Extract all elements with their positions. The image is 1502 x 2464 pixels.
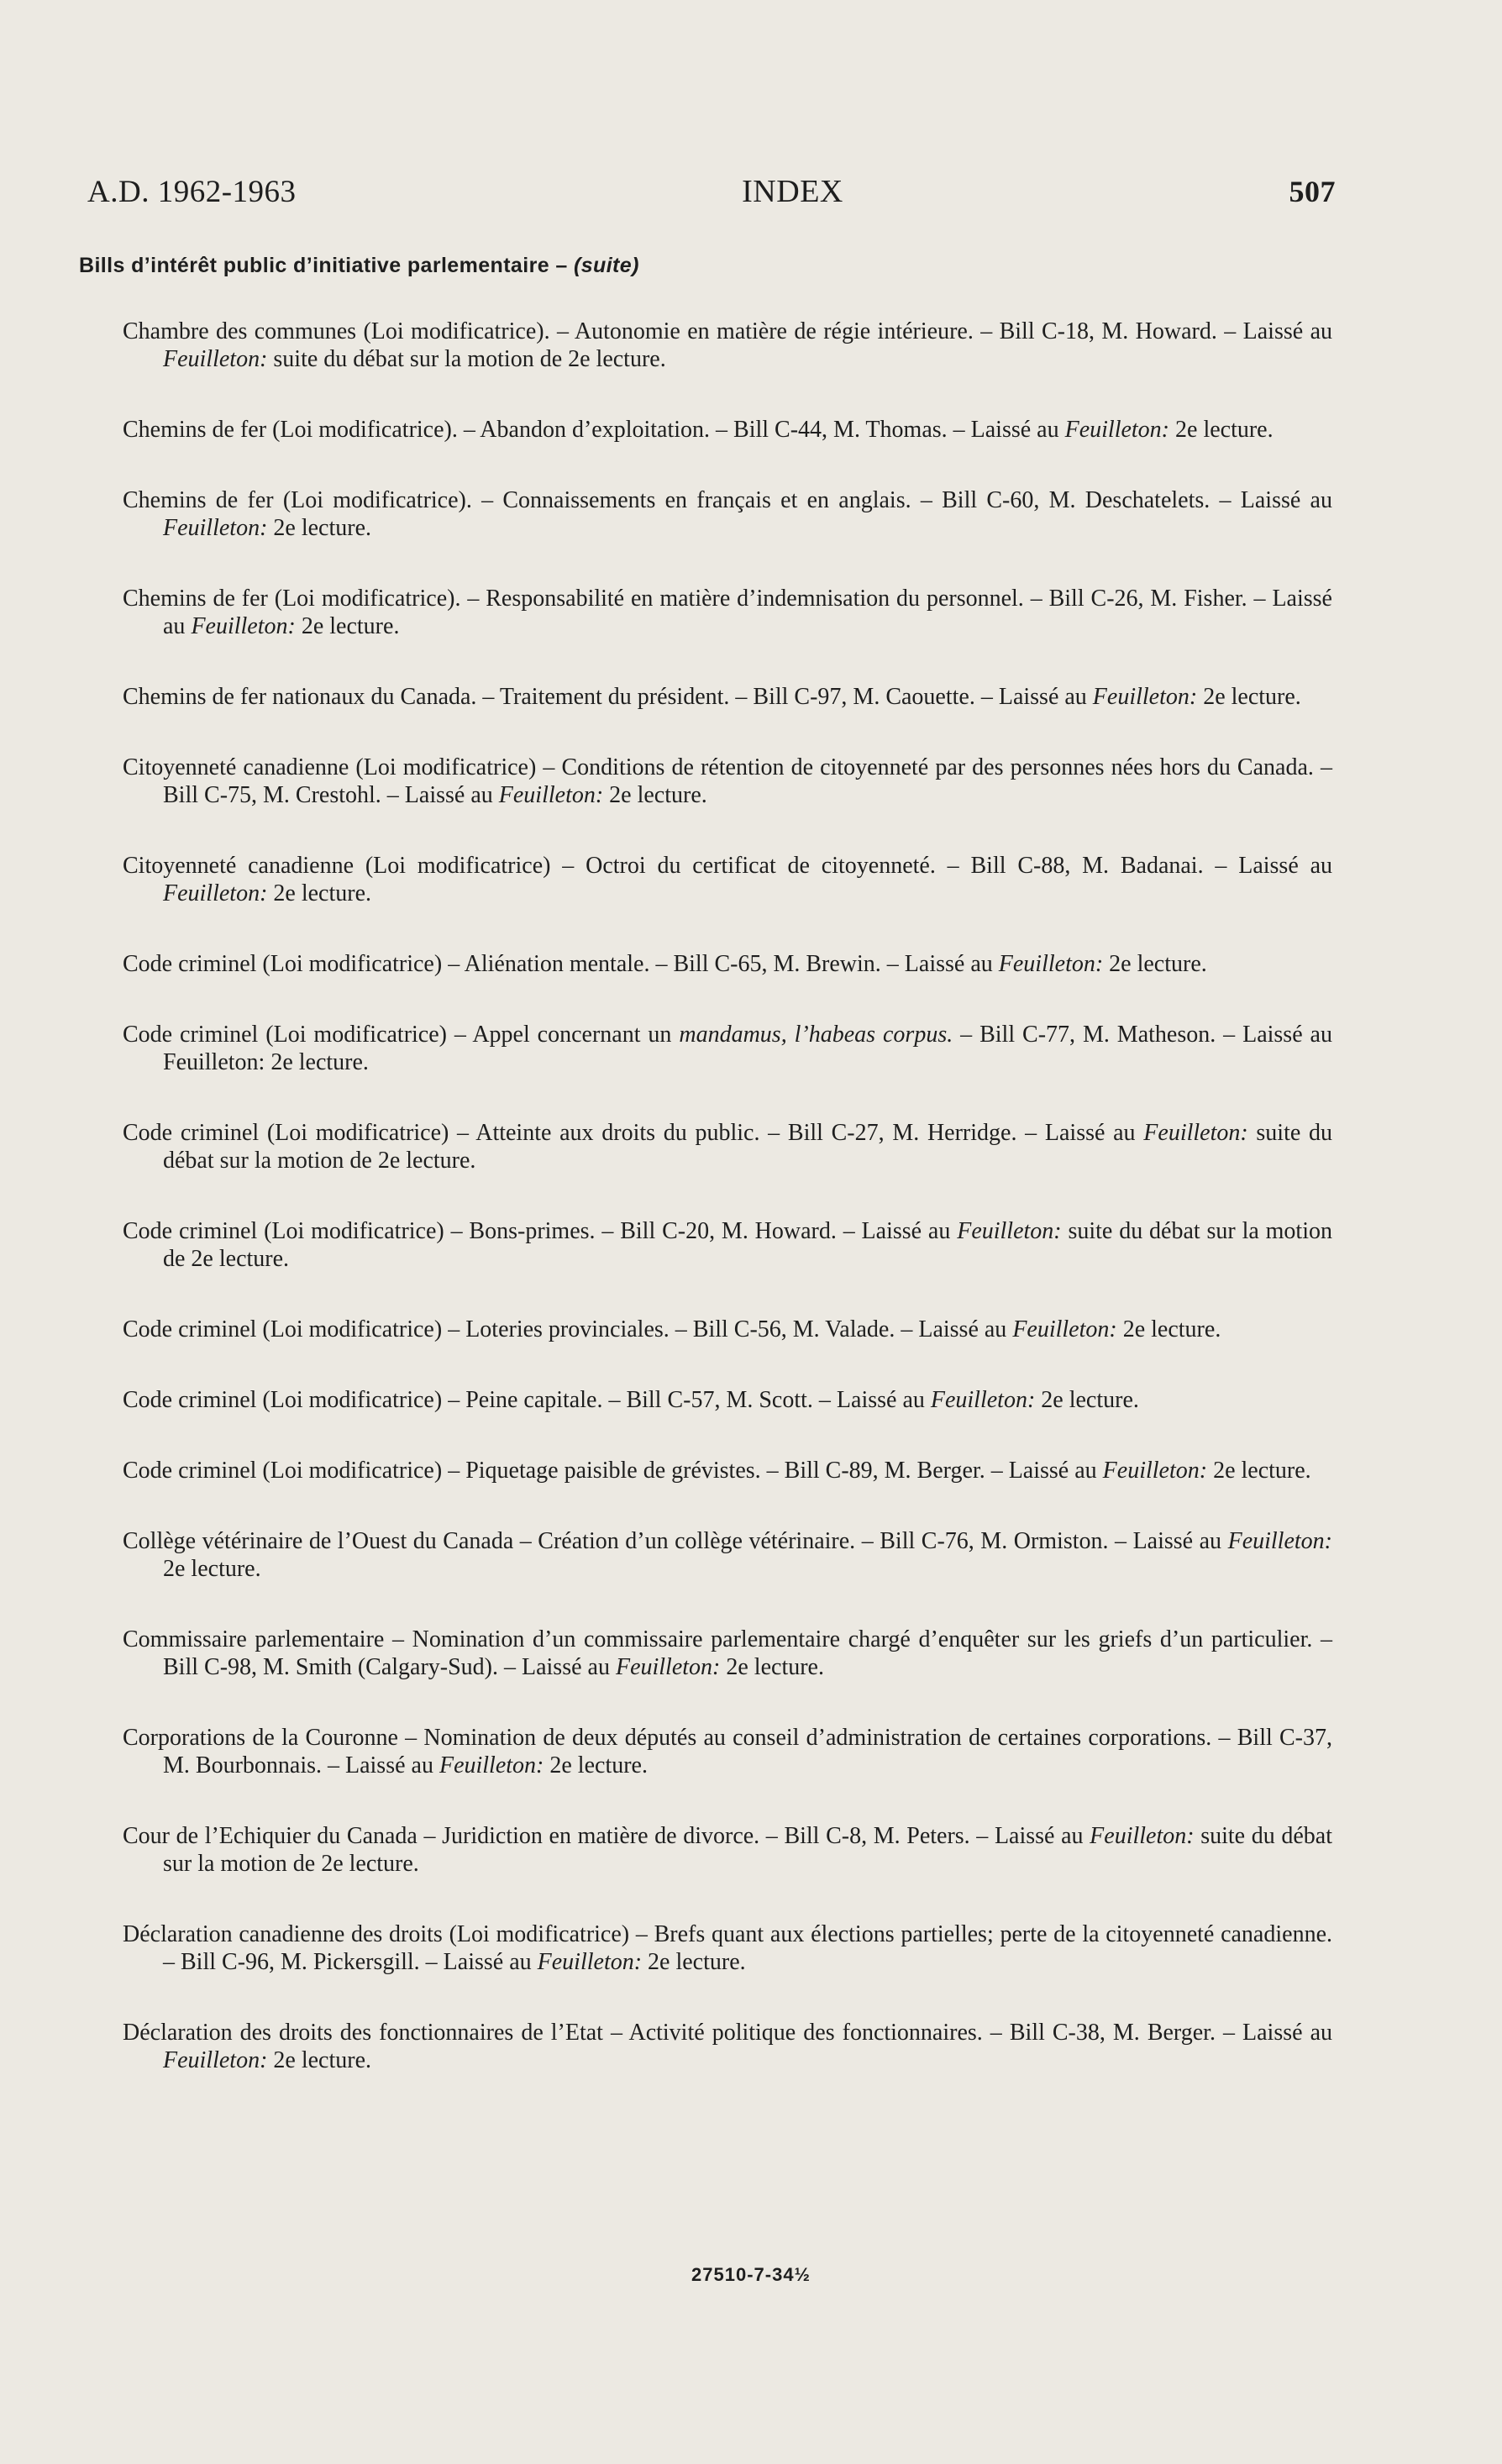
index-entry (123, 1457, 1332, 1484)
entry-text: Déclaration canadienne des droits (Loi modificatrice) – Brefs quant aux élections partielles; perte de la citoyenneté canadienne. – Bill C-96, M. Pickersgill. – Laissé au (123, 1921, 1332, 1975)
entry-status-text: 2e lecture. (267, 2047, 371, 2073)
index-entry-list (123, 318, 1332, 2117)
index-entry (123, 1316, 1332, 1343)
entry-italic-text: Feuilleton: (1090, 1823, 1195, 1849)
entry-text: Cour de l’Echiquier du Canada – Juridiction en matière de divorce. – Bill C-8, M. Peters. – Laissé au (123, 1823, 1090, 1849)
entry-status-text: 2e lecture. (603, 782, 707, 808)
index-entry (123, 416, 1332, 444)
entry-italic-text: Feuilleton: (163, 346, 268, 372)
entry-text: Code criminel (Loi modificatrice) – Loteries provinciales. – Bill C-56, M. Valade. – Laissé au (123, 1316, 1013, 1342)
entry-status-text: 2e lecture. (295, 613, 400, 639)
entry-italic-text: Feuilleton: (615, 1654, 721, 1680)
entry-italic-text: Feuilleton: (163, 515, 268, 541)
section-title-continued: (suite) (574, 254, 639, 277)
entry-status-text: 2e lecture. (1103, 951, 1207, 977)
index-entry (123, 950, 1332, 978)
entry-italic-text: Feuilleton: (957, 1218, 1062, 1244)
footer-code: 27510-7-34½ (691, 2264, 811, 2285)
entry-text: Corporations de la Couronne – Nomination de deux députés au conseil d’administration de certaines corporations. – Bill C-37, M. Bourbonnais. – Laissé au (123, 1725, 1332, 1778)
entry-text: Code criminel (Loi modificatrice) – Piquetage paisible de grévistes. – Bill C-89, M. Berger. – Laissé au (123, 1458, 1103, 1484)
index-entry (123, 585, 1332, 640)
entry-text: Citoyenneté canadienne (Loi modificatrice) – Octroi du certificat de citoyenneté. – Bill C-88, M. Badanai. – Laissé au (123, 853, 1332, 879)
entry-text: Commissaire parlementaire – Nomination d’un commissaire parlementaire chargé d’enquêter sur les griefs d’un particulier. – Bill C-98, M. Smith (Calgary-Sud). – Laissé au (123, 1626, 1332, 1680)
page-number: 507 (1289, 175, 1336, 208)
index-entry (123, 1724, 1332, 1779)
entry-italic-text: Feuilleton: (998, 951, 1104, 977)
entry-italic-text: Feuilleton: (498, 782, 604, 808)
entry-status-text: 2e lecture. (642, 1949, 746, 1975)
index-entry (123, 2019, 1332, 2074)
entry-text: Déclaration des droits des fonctionnaires de l’Etat – Activité politique des fonctionnaires. – Bill C-38, M. Berger. – Laissé au (123, 2020, 1332, 2046)
entry-status-text: – Bill C-77, M. Matheson. – Laissé au Feuilleton: 2e lecture. (163, 1022, 1332, 1075)
entry-text: Code criminel (Loi modificatrice) – Bons-primes. – Bill C-20, M. Howard. – Laissé au (123, 1218, 958, 1244)
entry-status-text: suite du débat sur la motion de 2e lecture. (163, 1823, 1332, 1877)
entry-text: Code criminel (Loi modificatrice) – Peine capitale. – Bill C-57, M. Scott. – Laissé au (123, 1387, 931, 1413)
entry-italic-text: Feuilleton: (163, 2047, 268, 2073)
page-header (87, 173, 1336, 210)
index-entry (123, 1386, 1332, 1414)
entry-text: Chambre des communes (Loi modificatrice). – Autonomie en matière de régie intérieure. – Bill C-18, M. Howard. – Laissé au (123, 318, 1332, 344)
index-entry (123, 754, 1332, 809)
entry-status-text: 2e lecture. (1197, 684, 1301, 710)
entry-italic-text: Feuilleton: (1012, 1316, 1117, 1342)
index-entry (123, 1021, 1332, 1076)
entry-status-text: 2e lecture. (163, 1556, 261, 1582)
section-title-text: Bills d’intérêt public d’initiative parlementaire – (79, 254, 568, 277)
entry-text: Chemins de fer (Loi modificatrice). – Connaissements en français et en anglais. – Bill C-60, M. Deschatelets. – Laissé au (123, 487, 1332, 513)
section-title (79, 254, 639, 278)
entry-italic-text: mandamus, l’habeas corpus. (679, 1022, 953, 1048)
index-entry (123, 1920, 1332, 1976)
header-year-range: A.D. 1962-1963 (87, 175, 297, 209)
entry-italic-text: Feuilleton: (1143, 1120, 1248, 1146)
entry-status-text: 2e lecture. (1207, 1458, 1311, 1484)
entry-text: Chemins de fer (Loi modificatrice). – Responsabilité en matière d’indemnisation du personnel. – Bill C-26, M. Fisher. – Laissé au (123, 586, 1332, 639)
entry-italic-text: Feuilleton: (1064, 417, 1170, 443)
entry-italic-text: Feuilleton: (1227, 1528, 1332, 1554)
entry-text: Chemins de fer nationaux du Canada. – Traitement du président. – Bill C-97, M. Caouette. – Laissé au (123, 684, 1093, 710)
index-entry (123, 1822, 1332, 1878)
index-entry (123, 1217, 1332, 1273)
index-entry (123, 318, 1332, 373)
entry-status-text: 2e lecture. (544, 1752, 648, 1778)
index-entry (123, 486, 1332, 542)
entry-status-text: suite du débat sur la motion de 2e lecture. (267, 346, 666, 372)
entry-italic-text: Feuilleton: (930, 1387, 1036, 1413)
entry-text: Code criminel (Loi modificatrice) – Atteinte aux droits du public. – Bill C-27, M. Herridge. – Laissé au (123, 1120, 1144, 1146)
entry-status-text: 2e lecture. (267, 880, 371, 906)
index-entry (123, 1626, 1332, 1681)
index-entry (123, 852, 1332, 907)
entry-text: Code criminel (Loi modificatrice) – Aliénation mentale. – Bill C-65, M. Brewin. – Laissé au (123, 951, 999, 977)
entry-status-text: 2e lecture. (1035, 1387, 1139, 1413)
header-title: INDEX (742, 174, 843, 209)
entry-italic-text: Feuilleton: (1102, 1458, 1208, 1484)
entry-text: Citoyenneté canadienne (Loi modificatrice) – Conditions de rétention de citoyenneté par des personnes nées hors du Canada. – Bill C-75, M. Crestohl. – Laissé au (123, 754, 1332, 808)
entry-italic-text: Feuilleton: (439, 1752, 544, 1778)
entry-italic-text: Feuilleton: (191, 613, 296, 639)
entry-status-text: 2e lecture. (1116, 1316, 1221, 1342)
entry-status-text: suite du débat sur la motion de 2e lecture. (163, 1218, 1332, 1272)
entry-text: Collège vétérinaire de l’Ouest du Canada – Création d’un collège vétérinaire. – Bill C-76, M. Ormiston. – Laissé au (123, 1528, 1228, 1554)
entry-italic-text: Feuilleton: (1092, 684, 1198, 710)
entry-text: Code criminel (Loi modificatrice) – Appel concernant un (123, 1022, 680, 1048)
entry-status-text: 2e lecture. (720, 1654, 824, 1680)
entry-status-text: suite du débat sur la motion de 2e lecture. (163, 1120, 1332, 1174)
index-entry (123, 683, 1332, 711)
entry-text: Chemins de fer (Loi modificatrice). – Abandon d’exploitation. – Bill C-44, M. Thomas. – Laissé au (123, 417, 1065, 443)
index-entry (123, 1119, 1332, 1174)
entry-status-text: 2e lecture. (1169, 417, 1274, 443)
entry-italic-text: Feuilleton: (537, 1949, 643, 1975)
index-entry (123, 1527, 1332, 1583)
entry-italic-text: Feuilleton: (163, 880, 268, 906)
entry-status-text: 2e lecture. (267, 515, 371, 541)
